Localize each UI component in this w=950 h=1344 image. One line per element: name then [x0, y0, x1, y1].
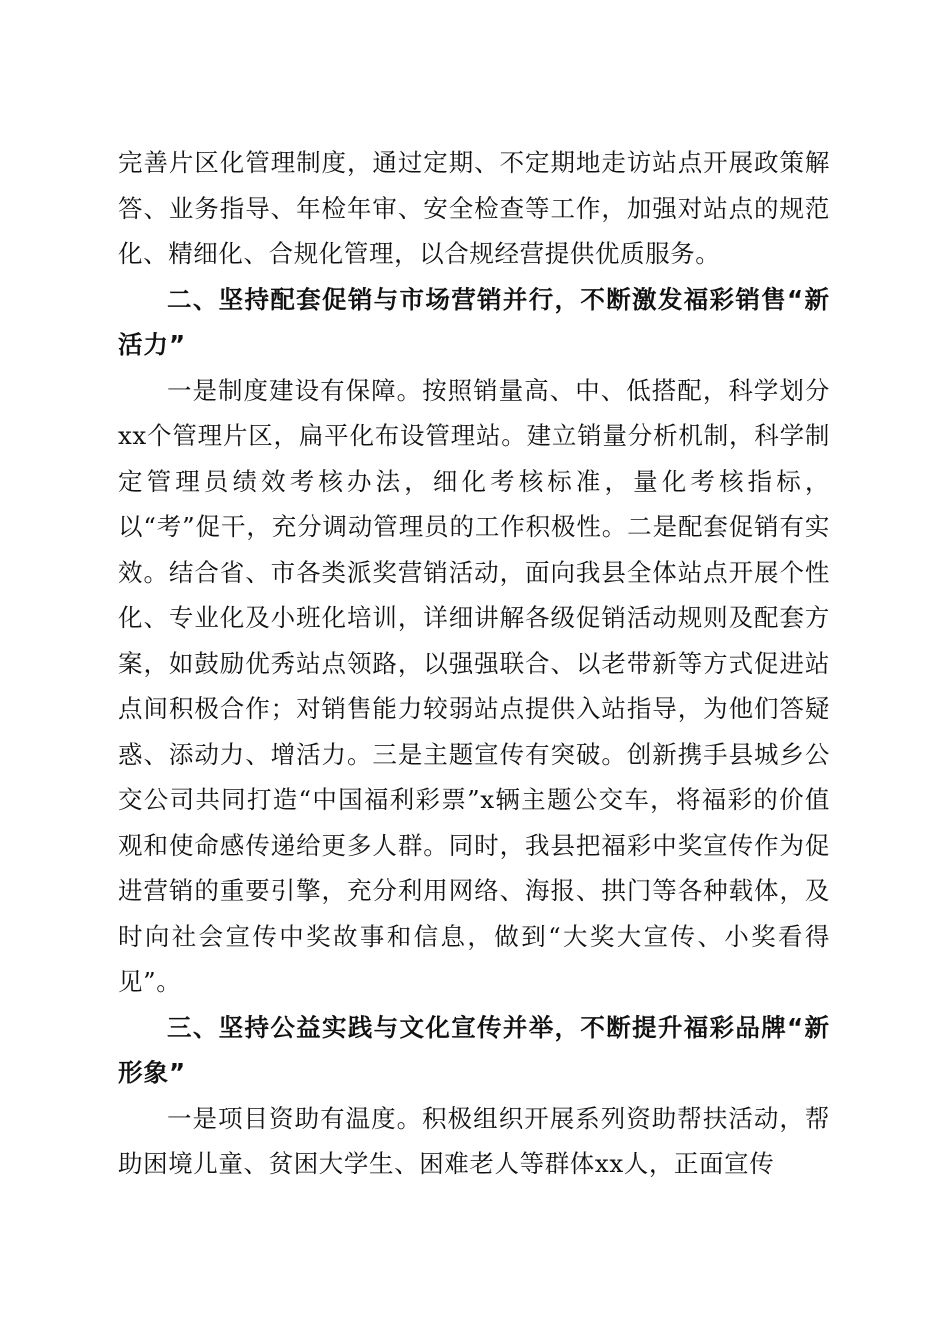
section-heading-2: 二、坚持配套促销与市场营销并行，不断激发福彩销售“新活力” — [118, 284, 830, 359]
paragraph-continuation: 完善片区化管理制度，通过定期、不定期地走访站点开展政策解答、业务指导、年检年审、安全检查等工作，加强对站点的规范化、精细化、合规化管理，以合规经营提供优质服务。 — [118, 148, 830, 268]
section-heading-3: 三、坚持公益实践与文化宣传并举，不断提升福彩品牌“新形象” — [118, 1012, 830, 1087]
paragraph-section-2: 一是制度建设有保障。按照销量高、中、低搭配，科学划分xx个管理片区，扁平化布设管理站。建立销量分析机制，科学制定管理员绩效考核办法，细化考核标准，量化考核指标，以“考”促干，充分调动管理员的工作积极性。二是配套促销有实效。结合省、市各类派奖营销活动，面向我县全体站点开展个性化、专业化及小班化培训，详细讲解各级促销活动规则及配套方案，如鼓励优秀站点领路，以强强联合、以老带新等方式促进站点间积极合作；对销售能力较弱站点提供入站指导，为他们答疑惑、添动力、增活力。三是主题宣传有突破。创新携手县城乡公交公司共同打造“中国福利彩票”x辆主题公交车，将福彩的价值观和使命感传递给更多人群。同时，我县把福彩中奖宣传作为促进营销的重要引擎，充分利用网络、海报、拱门等各种载体，及时向社会宣传中奖故事和信息，做到“大奖大宣传、小奖看得见”。 — [118, 375, 830, 996]
document-body — [118, 140, 830, 1187]
paragraph-section-3: 一是项目资助有温度。积极组织开展系列资助帮扶活动，帮助困境儿童、贫困大学生、困难老人等群体xx人，正面宣传 — [118, 1103, 830, 1178]
